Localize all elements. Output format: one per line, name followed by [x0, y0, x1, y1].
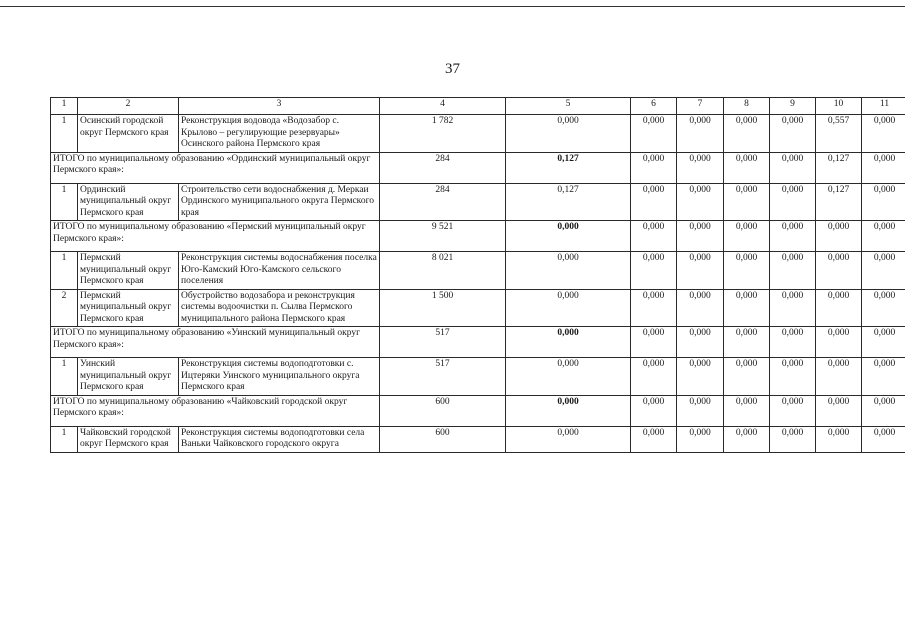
value-cell: 0,127 [506, 183, 631, 221]
value-cell: 0,000 [631, 183, 677, 221]
value-cell [506, 395, 631, 426]
value-cell: 1 782 [380, 115, 506, 153]
value-cell: 0,000 [677, 183, 724, 221]
value-cell: 0,127 [816, 152, 862, 183]
value-cell: 0,000 [770, 152, 816, 183]
row-number: 1 [51, 252, 78, 290]
value-cell: 0,000 [506, 252, 631, 290]
value-cell: 0,000 [862, 221, 905, 252]
value-cell: 0,000 [770, 358, 816, 396]
value-cell: 0,000 [506, 426, 631, 452]
value-cell: 0,000 [724, 395, 770, 426]
top-rule [0, 6, 905, 7]
value-cell [506, 327, 631, 358]
municipality-cell: Пермский муниципальный округ Пермского края [78, 289, 179, 327]
header-cell: 7 [677, 98, 724, 115]
value-cell: 0,000 [677, 115, 724, 153]
value-cell: 0,000 [770, 115, 816, 153]
value-cell: 0,000 [631, 327, 677, 358]
row-number: 1 [51, 358, 78, 396]
value-cell: 0,000 [862, 426, 905, 452]
value-cell: 0,000 [816, 395, 862, 426]
value-cell: 0,000 [506, 289, 631, 327]
value-bold: 0,127 [557, 153, 579, 164]
value-cell: 284 [380, 152, 506, 183]
header-cell: 8 [724, 98, 770, 115]
header-row [51, 98, 905, 115]
value-cell: 0,000 [862, 183, 905, 221]
value-cell: 0,000 [677, 358, 724, 396]
value-cell [506, 221, 631, 252]
total-label: ИТОГО по муниципальному образованию «Чайковский городской округ Пермского края»: [51, 395, 380, 426]
value-cell: 0,000 [724, 115, 770, 153]
value-cell: 0,000 [816, 426, 862, 452]
row-number: 2 [51, 289, 78, 327]
municipality-cell: Чайковский городской округ Пермского края [78, 426, 179, 452]
value-cell: 0,000 [506, 358, 631, 396]
row-number: 1 [51, 183, 78, 221]
municipality-cell: Ординский муниципальный округ Пермского края [78, 183, 179, 221]
value-cell: 0,000 [816, 221, 862, 252]
row-number: 1 [51, 426, 78, 452]
value-cell: 0,000 [770, 426, 816, 452]
header-cell: 9 [770, 98, 816, 115]
value-cell: 9 521 [380, 221, 506, 252]
value-cell: 0,000 [770, 183, 816, 221]
value-cell [506, 152, 631, 183]
value-cell: 0,000 [677, 327, 724, 358]
value-cell: 0,000 [506, 115, 631, 153]
total-row [51, 152, 905, 183]
value-cell: 517 [380, 327, 506, 358]
value-cell: 0,557 [816, 115, 862, 153]
header-cell: 3 [179, 98, 380, 115]
value-cell: 600 [380, 395, 506, 426]
value-cell: 0,000 [770, 395, 816, 426]
value-cell: 284 [380, 183, 506, 221]
object-cell: Обустройство водозабора и реконструкция системы водоочистки п. Сылва Пермского муниципального района Пермского края [179, 289, 380, 327]
value-cell: 0,000 [677, 426, 724, 452]
value-bold: 0,000 [557, 396, 579, 407]
value-cell: 0,000 [631, 221, 677, 252]
value-cell: 0,000 [770, 327, 816, 358]
page-number: 37 [445, 61, 460, 77]
object-cell: Реконструкция системы водоподготовки села Ваньки Чайковского городского округа [179, 426, 380, 452]
value-cell: 0,000 [677, 152, 724, 183]
budget-table [50, 97, 905, 453]
value-cell: 0,000 [724, 289, 770, 327]
value-cell: 1 500 [380, 289, 506, 327]
header-cell: 1 [51, 98, 78, 115]
value-bold: 0,000 [557, 328, 579, 338]
total-label: ИТОГО по муниципальному образованию «Уинский муниципальный округ Пермского края»: [51, 327, 380, 358]
value-cell: 8 021 [380, 252, 506, 290]
value-cell: 0,000 [677, 221, 724, 252]
value-cell: 0,000 [770, 221, 816, 252]
value-cell: 600 [380, 426, 506, 452]
value-cell: 0,000 [631, 426, 677, 452]
value-cell: 0,000 [677, 395, 724, 426]
header-cell: 2 [78, 98, 179, 115]
value-cell: 0,000 [724, 152, 770, 183]
value-cell: 0,000 [631, 152, 677, 183]
total-label: ИТОГО по муниципальному образованию «Пермский муниципальный округ Пермского края»: [51, 221, 380, 252]
value-cell: 0,000 [816, 252, 862, 290]
value-cell: 0,000 [862, 395, 905, 426]
value-cell: 517 [380, 358, 506, 396]
table-row [51, 426, 905, 452]
total-row [51, 395, 905, 426]
object-cell: Строительство сети водоснабжения д. Меркаи Ординского муниципального округа Пермского края [179, 183, 380, 221]
total-row [51, 221, 905, 252]
municipality-cell: Уинский муниципальный округ Пермского края [78, 358, 179, 396]
value-cell: 0,000 [631, 395, 677, 426]
value-cell: 0,000 [862, 115, 905, 153]
value-cell: 0,000 [631, 289, 677, 327]
value-cell: 0,000 [724, 327, 770, 358]
row-number: 1 [51, 115, 78, 153]
value-cell: 0,000 [862, 252, 905, 290]
municipality-cell: Осинский городской округ Пермского края [78, 115, 179, 153]
value-cell: 0,000 [724, 183, 770, 221]
value-cell: 0,000 [770, 252, 816, 290]
value-cell: 0,000 [631, 115, 677, 153]
value-cell: 0,000 [816, 358, 862, 396]
value-cell: 0,000 [631, 252, 677, 290]
value-cell: 0,000 [724, 358, 770, 396]
value-cell: 0,000 [862, 289, 905, 327]
value-cell: 0,000 [862, 152, 905, 183]
total-label: ИТОГО по муниципальному образованию «Ординский муниципальный округ Пермского края»: [51, 152, 380, 183]
header-cell: 4 [380, 98, 506, 115]
header-cell: 6 [631, 98, 677, 115]
table-row [51, 252, 905, 290]
value-cell: 0,000 [816, 327, 862, 358]
object-cell: Реконструкция системы водоподготовки с. Ицтеряки Уинского муниципального округа Пермского края [179, 358, 380, 396]
table-row [51, 358, 905, 396]
value-cell: 0,000 [631, 358, 677, 396]
table-row [51, 183, 905, 221]
value-cell: 0,000 [724, 252, 770, 290]
total-row [51, 327, 905, 358]
value-cell: 0,000 [677, 252, 724, 290]
value-cell: 0,000 [677, 289, 724, 327]
header-cell: 11 [862, 98, 905, 115]
value-cell: 0,000 [724, 426, 770, 452]
value-cell: 0,127 [816, 183, 862, 221]
object-cell: Реконструкция водовода «Водозабор с. Крылово – регулирующие резервуары» Осинского района Пермского края [179, 115, 380, 153]
value-cell: 0,000 [862, 358, 905, 396]
value-cell: 0,000 [862, 327, 905, 358]
value-cell: 0,000 [770, 289, 816, 327]
header-cell: 10 [816, 98, 862, 115]
table-row [51, 289, 905, 327]
municipality-cell: Пермский муниципальный округ Пермского края [78, 252, 179, 290]
value-cell: 0,000 [816, 289, 862, 327]
object-cell: Реконструкция системы водоснабжения поселка Юго-Камский Юго-Камского сельского поселения [179, 252, 380, 290]
table-row [51, 115, 905, 153]
table-body [51, 98, 905, 453]
value-cell: 0,000 [724, 221, 770, 252]
value-bold: 0,000 [557, 222, 579, 232]
header-cell: 5 [506, 98, 631, 115]
